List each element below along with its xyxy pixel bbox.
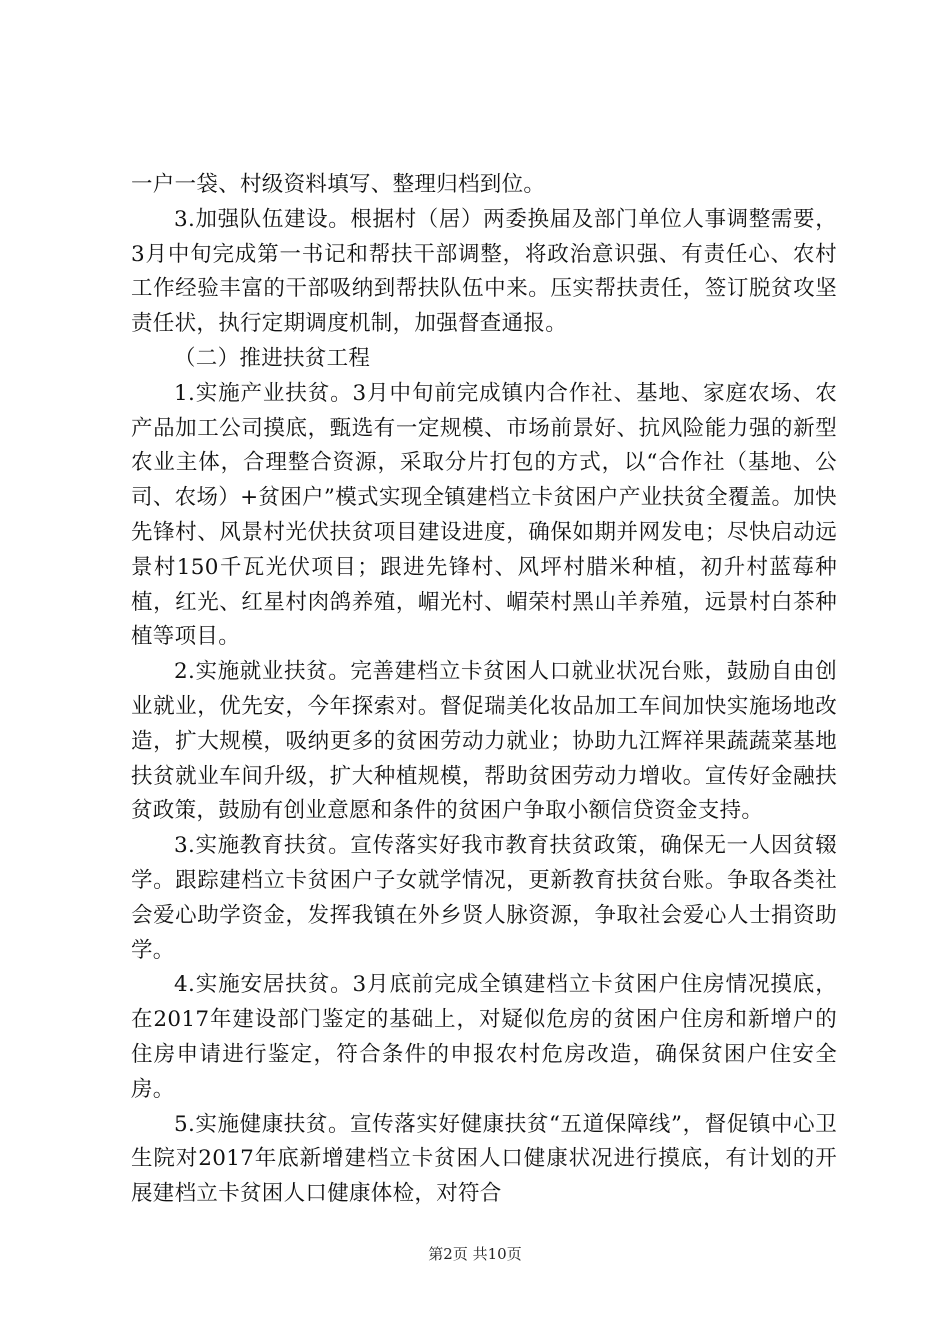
paragraph-housing-aid: 4.实施安居扶贫。3月底前完成全镇建档立卡贫困户住房情况摸底，在2017年建设部门鉴定的基础上，对疑似危房的贫困户住房和新增户的住房申请进行鉴定，符合条件的申报农村危房改造，确保贫困户住安全房。 xyxy=(131,972,837,1102)
paragraph-employment-aid: 2.实施就业扶贫。完善建档立卡贫困人口就业状况台账，鼓励自由创业就业，优先安，今年探索对。督促瑞美化妆品加工车间加快实施场地改造，扩大规模，吸纳更多的贫困劳动力就业；协助九江辉祥果蔬蔬菜基地扶贫就业车间升级，扩大种植规模，帮助贫困劳动力增收。宣传好金融扶贫政策，鼓励有创业意愿和条件的贫困户争取小额信贷资金支持。 xyxy=(131,659,837,824)
paragraph-archive: 一户一袋、村级资料填写、整理归档到位。 xyxy=(131,172,546,197)
paragraph-education-aid: 3.实施教育扶贫。宣传落实好我市教育扶贫政策，确保无一人因贫辍学。跟踪建档立卡贫困户子女就学情况，更新教育扶贫台账。争取各类社会爱心助学资金，发挥我镇在外乡贤人脉资源，争取社会爱心人士捐资助学。 xyxy=(131,833,837,963)
paragraph-industry-aid: 1.实施产业扶贫。3月中旬前完成镇内合作社、基地、家庭农场、农产品加工公司摸底，甄选有一定规模、市场前景好、抗风险能力强的新型农业主体，合理整合资源，采取分片打包的方式，以“合作社（基地、公司、农场）+贫困户”模式实现全镇建档立卡贫困户产业扶贫全覆盖。加快先锋村、风景村光伏扶贫项目建设进度，确保如期并网发电；尽快启动远景村150千瓦光伏项目；跟进先锋村、风坪村腊米种植，初升村蓝莓种植，红光、红星村肉鸽养殖，嵋光村、嵋荣村黑山羊养殖，远景村白茶种植等项目。 xyxy=(131,380,837,650)
paragraph-team-building: 3.加强队伍建设。根据村（居）两委换届及部门单位人事调整需要，3月中旬完成第一书记和帮扶干部调整，将政治意识强、有责任心、农村工作经验丰富的干部吸纳到帮扶队伍中来。压实帮扶责任，签订脱贫攻坚责任状，执行定期调度机制，加强督查通报。 xyxy=(131,206,837,337)
paragraph-health-aid: 5.实施健康扶贫。宣传落实好健康扶贫“五道保障线”，督促镇中心卫生院对2017年底新增建档立卡贫困人口健康状况进行摸底，有计划的开展建档立卡贫困人口健康体检，对符合 xyxy=(131,1111,837,1207)
document-body xyxy=(131,168,837,1212)
section-heading-poverty-projects: （二）推进扶贫工程 xyxy=(174,345,371,371)
page-number-footer: 第2页 共10页 xyxy=(428,1245,522,1263)
